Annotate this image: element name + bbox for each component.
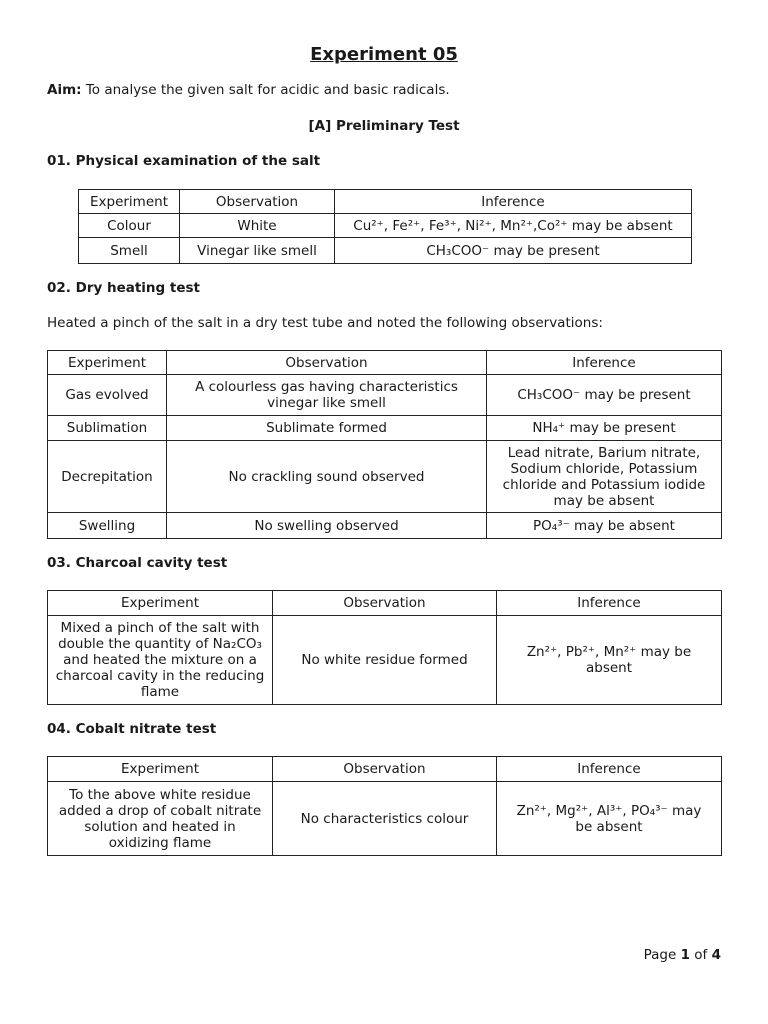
header-cell: Inference [335, 190, 692, 214]
aim-label: Aim: [47, 82, 82, 98]
page-current: 1 [680, 947, 690, 963]
table-cell: Gas evolved [48, 375, 167, 416]
header-cell: Inference [487, 351, 722, 375]
table-cell: Vinegar like smell [180, 238, 335, 264]
section-a-heading: [A] Preliminary Test [308, 118, 460, 134]
table-cell: Lead nitrate, Barium nitrate, Sodium chloride, Potassium chloride and Potassium iodide may be absent [487, 441, 722, 513]
table-cell: Mixed a pinch of the salt with double the quantity of Na₂CO₃ and heated the mixture on a charcoal cavity in the reducing flame [48, 616, 273, 705]
header-cell: Experiment [48, 591, 273, 616]
page-total: 4 [711, 947, 721, 963]
table-cell: No swelling observed [167, 513, 487, 539]
aim-text: To analyse the given salt for acidic and basic radicals. [81, 82, 450, 98]
table-row [48, 416, 722, 441]
header-cell: Observation [167, 351, 487, 375]
table-header-row [48, 591, 722, 616]
header-cell: Inference [497, 757, 722, 782]
section-02-heading: 02. Dry heating test [47, 280, 201, 296]
page-of: of [689, 947, 712, 963]
header-cell: Observation [273, 591, 497, 616]
table-cell: Sublimate formed [167, 416, 487, 441]
header-cell: Experiment [79, 190, 180, 214]
table-cell: Swelling [48, 513, 167, 539]
table-row [48, 616, 722, 705]
header-cell: Inference [497, 591, 722, 616]
table-cell: Smell [79, 238, 180, 264]
table-row [79, 238, 692, 264]
table-cell: CH₃COO⁻ may be present [487, 375, 722, 416]
table-cell: White [180, 214, 335, 238]
table-header-row [48, 351, 722, 375]
table-cell: No white residue formed [273, 616, 497, 705]
charcoal-cavity-table [47, 590, 722, 705]
table-row [48, 441, 722, 513]
table-cell: Sublimation [48, 416, 167, 441]
table-row [48, 782, 722, 856]
cobalt-nitrate-table [47, 756, 722, 856]
table-cell: Colour [79, 214, 180, 238]
table-cell: No characteristics colour [273, 782, 497, 856]
section-03-heading: 03. Charcoal cavity test [47, 555, 228, 571]
dry-heating-table [47, 350, 722, 539]
physical-exam-table [78, 189, 692, 264]
table-cell: Zn²⁺, Mg²⁺, Al³⁺, PO₄³⁻ may be absent [497, 782, 722, 856]
page-prefix: Page [643, 947, 681, 963]
table-cell: Decrepitation [48, 441, 167, 513]
header-cell: Observation [273, 757, 497, 782]
table-cell: PO₄³⁻ may be absent [487, 513, 722, 539]
table-row [48, 513, 722, 539]
table-cell: Cu²⁺, Fe²⁺, Fe³⁺, Ni²⁺, Mn²⁺,Co²⁺ may be absent [335, 214, 692, 238]
table-header-row [79, 190, 692, 214]
dry-heating-intro: Heated a pinch of the salt in a dry test tube and noted the following observations: [47, 315, 603, 331]
table-header-row [48, 757, 722, 782]
table-cell: CH₃COO⁻ may be present [335, 238, 692, 264]
page-number [644, 947, 721, 963]
page-title: Experiment 05 [310, 44, 458, 65]
table-row [79, 214, 692, 238]
header-cell: Experiment [48, 351, 167, 375]
section-01-heading: 01. Physical examination of the salt [47, 153, 321, 169]
header-cell: Experiment [48, 757, 273, 782]
table-cell: NH₄⁺ may be present [487, 416, 722, 441]
header-cell: Observation [180, 190, 335, 214]
table-cell: Zn²⁺, Pb²⁺, Mn²⁺ may be absent [497, 616, 722, 705]
table-cell: A colourless gas having characteristics vinegar like smell [167, 375, 487, 416]
table-row [48, 375, 722, 416]
table-cell: To the above white residue added a drop of cobalt nitrate solution and heated in oxidizing flame [48, 782, 273, 856]
table-cell: No crackling sound observed [167, 441, 487, 513]
section-04-heading: 04. Cobalt nitrate test [47, 721, 217, 737]
aim-line [47, 82, 450, 98]
